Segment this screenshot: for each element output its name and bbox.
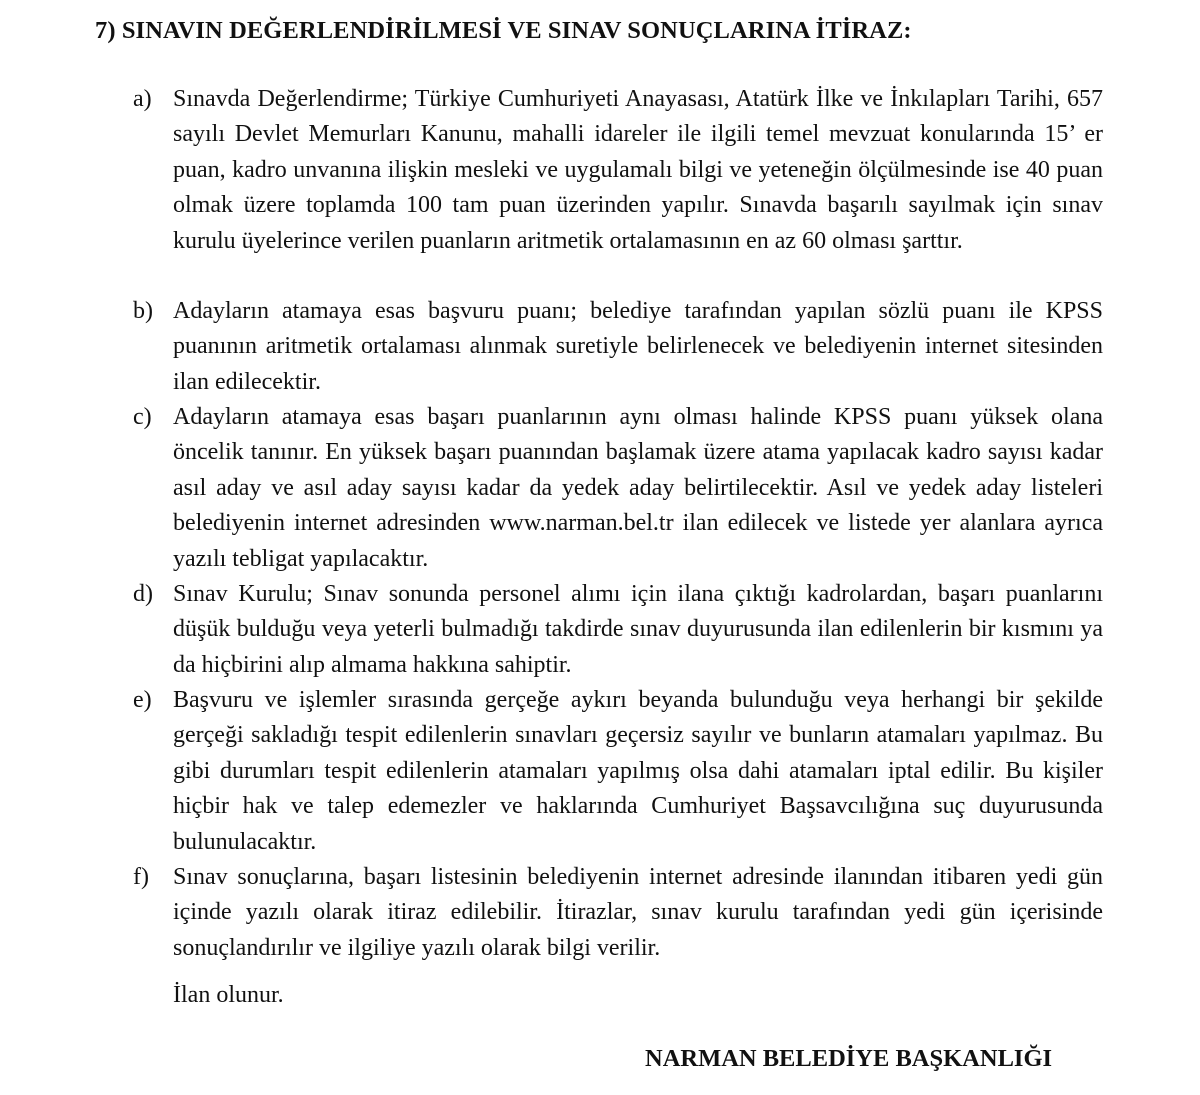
list-item-c: [133, 400, 1103, 577]
closing-text: İlan olunur.: [173, 982, 284, 1008]
list-item-letter: c): [133, 404, 152, 430]
list-item-letter: f): [133, 864, 149, 890]
list-item-a: [133, 82, 1103, 259]
section-heading: 7) SINAVIN DEĞERLENDİRİLMESİ VE SINAV SONUÇLARINA İTİRAZ:: [95, 17, 912, 44]
signature-authority: NARMAN BELEDİYE BAŞKANLIĞI: [645, 1045, 1053, 1072]
list-item-letter: b): [133, 298, 153, 324]
list-item-text: Sınav sonuçlarına, başarı listesinin belediyenin internet adresinde ilanından itibaren yedi gün içinde yazılı olarak itiraz edilebilir. İtirazlar, sınav kurulu tarafından yedi gün içerisinde sonuçlandırılır ve ilgiliye yazılı olarak bilgi verilir.: [173, 864, 1103, 961]
list-item-text: Sınavda Değerlendirme; Türkiye Cumhuriyeti Anayasası, Atatürk İlke ve İnkılapları Tarihi, 657 sayılı Devlet Memurları Kanunu, mahalli idareler ile ilgili temel mevzuat konularında 15’ er puan, kadro unvanına ilişkin mesleki ve uygulamalı bilgi ve yeteneğin ölçülmesinde ise 40 puan olmak üzere toplamda 100 tam puan üzerinden yapılır. Sınavda başarılı sayılmak için sınav kurulu üyelerince verilen puanların aritmetik ortalamasının en az 60 olması şarttır.: [173, 86, 1103, 254]
list-item-letter: e): [133, 687, 152, 713]
list-item-text: Başvuru ve işlemler sırasında gerçeğe aykırı beyanda bulunduğu veya herhangi bir şekilde gerçeği sakladığı tespit edilenlerin sınavları geçersiz sayılır ve bunların atamaları yapılmaz. Bu gibi durumları tespit edilenlerin atamaları yapılmış olsa dahi atamaları iptal edilir. Bu kişiler hiçbir hak ve talep edemezler ve haklarında Cumhuriyet Başsavcılığına suç duyurusunda bulunulacaktır.: [173, 687, 1103, 855]
list-item-text: Adayların atamaya esas başvuru puanı; belediye tarafından yapılan sözlü puanı ile KPSS puanının aritmetik ortalaması alınmak suretiyle belirlenecek ve belediyenin internet sitesinden ilan edilecektir.: [173, 298, 1103, 395]
list-item-letter: d): [133, 581, 153, 607]
list-item-d: [133, 577, 1103, 683]
list-item-text: Adayların atamaya esas başarı puanlarının aynı olması halinde KPSS puanı yüksek olana öncelik tanınır. En yüksek başarı puanından başlamak üzere atama yapılacak kadro sayısı kadar asıl aday ve asıl aday sayısı kadar da yedek aday belirtilecektir. Asıl ve yedek aday listeleri belediyenin internet adresinden www.narman.bel.tr ilan edilecek ve listede yer alanlara ayrıca yazılı tebligat yapılacaktır.: [173, 404, 1103, 572]
list-item-b: [133, 294, 1103, 400]
list-item-f: [133, 860, 1103, 966]
list-item-text: Sınav Kurulu; Sınav sonunda personel alımı için ilana çıktığı kadrolardan, başarı puanlarını düşük bulduğu veya yeterli bulmadığı takdirde sınav duyurusunda ilan edilenlerin bir kısmını ya da hiçbirini alıp almama hakkına sahiptir.: [173, 581, 1103, 678]
list-item-letter: a): [133, 86, 152, 112]
list-item-e: [133, 683, 1103, 860]
